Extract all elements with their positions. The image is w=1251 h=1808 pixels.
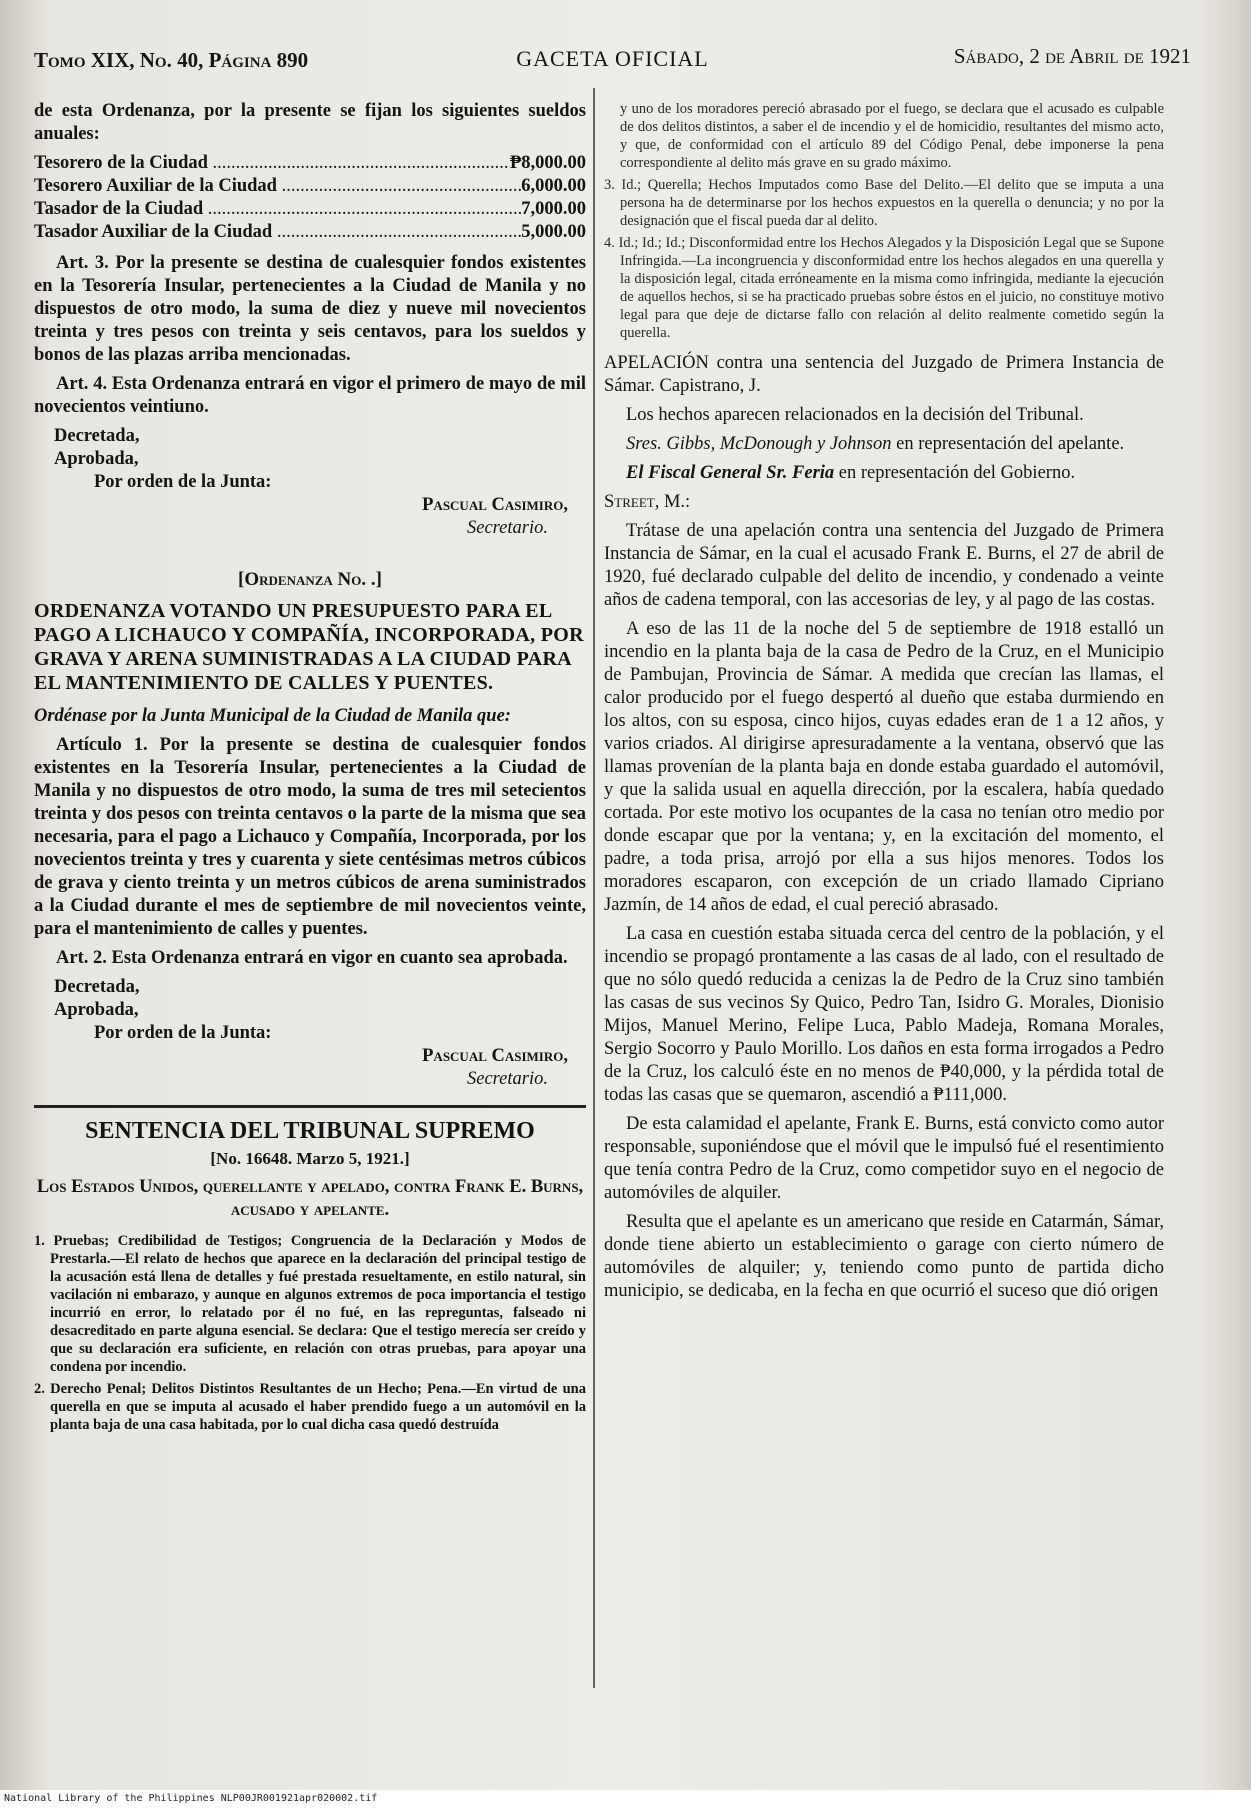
scan-footer: National Library of the Philippines NLP00JR001921apr020002.tif (0, 1790, 1251, 1808)
syllabus-1: 1. Pruebas; Credibilidad de Testigos; Congruencia de la Declaración y Modos de Prestarla.—El relato de hechos que aparece en la declaración del principal testigo de la acusación está llena de detalles y fué prestada resueltamente, en estilo natural, sin vacilación ni embarazo, y aunque en algunos extremos de poca importancia el testigo incurrió en error, lo relatado por él no fué, en las repreguntas, falseado ni desacreditado en parte alguna esencial. Se declara: Que el testigo merecía ser creído y que su declaración era suficiente, en relación con otras pruebas, para apoyar una condena por incendio. (34, 1233, 586, 1375)
sentence-heading: SENTENCIA DEL TRIBUNAL SUPREMO (85, 1118, 535, 1144)
aprobada-label: Aprobada, (54, 1000, 139, 1020)
opinion-paragraph-1: Trátase de una apelación contra una sentencia del Juzgado de Primera Instancia de Sámar, en la cual el acusado Frank E. Burns, el 27 de abril de 1920, fué declarado culpable del delito de incendio, y condenado a veinte años de cadena temporal, con las accesorias de ley, y al pago de las costas. (604, 521, 1164, 610)
article-4: Art. 4. Esta Ordenanza entrará en vigor el primero de mayo de mil novecientos veintiuno. (34, 374, 586, 417)
by-order-label: Por orden de la Junta: (94, 1023, 272, 1043)
counsel-government-names: El Fiscal General Sr. Feria (626, 463, 835, 483)
case-parties: Los Estados Unidos, querellante y apelado, contra Frank E. Burns, acusado y apelante. (36, 1177, 584, 1220)
ordinance-title: ORDENANZA VOTANDO UN PRESUPUESTO PARA EL PAGO A LICHAUCO Y COMPAÑÍA, INCORPORADA, POR GRAVA Y ARENA SUMINISTRADAS A LA CIUDAD PARA EL MANTENIMIENTO DE CALLES Y PUENTES. (34, 600, 584, 694)
publication-title: GACETA OFICIAL (516, 46, 709, 71)
syllabus-4: 4. Id.; Id.; Id.; Disconformidad entre los Hechos Alegados y la Disposición Legal que se Supone Infringida.—La incongruencia y disconformidad entre los hechos alegados en una querella y la disposición legal, citada erróneamente en la misma como infringida, mediante la ejecución de aquellos hechos, si se ha practicado pruebas sobre éstos en el juicio, no constituye motivo legal para que deje de dictarse fallo con relación al delito realmente cometido según la querella. (604, 235, 1164, 341)
syllabus-2: 2. Derecho Penal; Delitos Distintos Resultantes de un Hecho; Pena.—En virtud de una querella en que se imputa al acusado el haber prendido fuego a un automóvil en la planta baja de una casa habitada, por lo cual dicha casa quedó destruída (34, 1381, 586, 1433)
opinion-author: Street, M.: (604, 492, 691, 512)
case-number: [No. 16648. Marzo 5, 1921.] (210, 1149, 410, 1168)
facts-line: Los hechos aparecen relacionados en la decisión del Tribunal. (626, 405, 1084, 425)
volume-page-label: Tomo XIX, No. 40, Página 890 (34, 48, 309, 72)
salary-label: Tesorero Auxiliar de la Ciudad ..... (34, 175, 521, 198)
counsel-government-role: en representación del Gobierno. (834, 463, 1076, 483)
page-header (34, 40, 1191, 80)
enacting-clause: Ordénase por la Junta Municipal de la Ciudad de Manila que: (34, 706, 511, 726)
syllabus-3: 3. Id.; Querella; Hechos Imputados como Base del Delito.—El delito que se imputa a una persona ha de determinarse por los hechos expuestos en la querella o denuncia; y no por la designación que el fiscal pueda dar al delito. (604, 177, 1164, 229)
counsel-appellant (604, 433, 1164, 456)
salary-amount: 7,000.00 (521, 199, 586, 219)
column-divider (593, 88, 595, 1688)
signer-name: Pascual Casimiro, (422, 495, 568, 515)
salary-label: Tesorero de la Ciudad ..... (34, 152, 510, 175)
syllabus-2-continued: y uno de los moradores pereció abrasado por el fuego, se declara que el acusado es culpable de dos delitos distintos, a saber el de incendio y el de homicidio, resultantes del mismo acto, y que, de conformidad con el artículo 89 del Código Penal, debe imponerse la pena correspondiente al delito más grave en su grado máximo. (620, 101, 1164, 171)
article-2: Art. 2. Esta Ordenanza entrará en vigor en cuanto sea aprobada. (56, 948, 568, 968)
salary-amount: 6,000.00 (521, 176, 586, 196)
salaries-intro: de esta Ordenanza, por la presente se fijan los siguientes sueldos anuales: (34, 101, 586, 144)
decretada-label: Decretada, (54, 426, 140, 446)
salary-row (34, 175, 586, 198)
issue-date: Sábado, 2 de Abril de 1921 (953, 44, 1191, 68)
opinion-paragraph-4: De esta calamidad el apelante, Frank E. Burns, está convicto como autor responsable, suponiéndose que el móvil que le impulsó fué el resentimiento que tenía contra Pedro de la Cruz, como competidor suyo en el negocio de automóviles de alquiler. (604, 1114, 1164, 1203)
salary-table (34, 152, 586, 244)
opinion-paragraph-5: Resulta que el apelante es un americano que reside en Catarmán, Sámar, donde tiene abierto un establecimiento o garage con cierto número de automóviles de alquiler; y, teniendo como punto de partida dicho municipio, se dedicaba, en la fecha en que ocurrió el suceso que dió origen (604, 1212, 1164, 1301)
signer-role: Secretario. (466, 518, 548, 538)
salary-amount: 5,000.00 (521, 222, 586, 242)
aprobada-label: Aprobada, (54, 449, 139, 469)
opinion-paragraph-3: La casa en cuestión estaba situada cerca del centro de la población, y el incendio se propagó prontamente a las casas de al lado, con el resultado de que no sólo quedó reducida a cenizas la de Pedro de la Cruz sino también las casas de sus vecinos Sy Quico, Pedro Tan, Isidro G. Morales, Dionisio Mijos, Manuel Merino, Felipe Luca, Pablo Madeja, Romana Morales, Sergio Socorro y Paulo Morillo. Los daños en esta forma irrogados a Pedro de la Cruz, los calculó éste en no menos de ₱40,000, y la pérdida total de todas las casas que se quemaron, ascendió a ₱111,000. (604, 924, 1164, 1105)
by-order-label: Por orden de la Junta: (94, 472, 272, 492)
salary-row (34, 198, 586, 221)
salary-label: Tasador Auxiliar de la Ciudad ..... (34, 221, 521, 244)
salary-row (34, 152, 586, 175)
article-3: Art. 3. Por la presente se destina de cualesquier fondos existentes en la Tesorería Insular, pertenecientes a la Ciudad de Manila y no dispuestos de otro modo, la suma de diez y nueve mil novecientos treinta y tres pesos con treinta y seis centavos, para los sueldos y bonos de las plazas arriba mencionadas. (34, 253, 586, 365)
right-column (604, 100, 1164, 1309)
opinion-paragraph-2: A eso de las 11 de la noche del 5 de septiembre de 1918 estalló un incendio en la planta baja de la casa de Pedro de la Cruz, en el Municipio de Pambujan, Provincia de Sámar. A medida que crecían las llamas, el calor producido por el fuego despertó al dueño que estaba durmiendo en los altos, con su esposa, cinco hijos, cuyas edades eran de 1 a 12 años, y varios criados. Al dirigirse apresuradamente a la ventana, observó que las llamas provenían de la planta baja en donde estaba guardado el automóvil, y que la salida usual en aquella dirección, por la escalera, había quedado cortada. Por este motivo los ocupantes de la casa no tenían otro medio por donde escapar que por la ventana; y, en la excitación del momento, el padre, a toda prisa, arrojó por ella a sus hijos menores. Todos los moradores escaparon, con excepción de un criado llamado Cipriano Jazmín, de 14 años de edad, el cual pereció abrasado. (604, 619, 1164, 915)
ordinance-number: [Ordenanza No. .] (238, 569, 382, 590)
counsel-appellant-names: Sres. Gibbs, McDonough y Johnson (626, 434, 892, 454)
signature-block (34, 1045, 586, 1091)
signature-block (34, 494, 586, 540)
appeal-line: APELACIÓN contra una sentencia del Juzgado de Primera Instancia de Sámar. Capistrano, J. (604, 353, 1164, 396)
salary-amount: ₱8,000.00 (509, 153, 586, 173)
left-column (34, 100, 586, 1438)
signer-name: Pascual Casimiro, (422, 1046, 568, 1066)
counsel-government (604, 462, 1164, 485)
article-1: Artículo 1. Por la presente se destina de cualesquier fondos existentes en la Tesorería Insular, pertenecientes a la Ciudad de Manila y no dispuestos de otro modo, la suma de tres mil setecientos treinta y dos pesos con treinta centavos o la parte de la misma que sea necesaria, para el pago a Lichauco y Compañía, Incorporada, por los novecientos treinta y tres y cuarenta y siete centésimas metros cúbicos de grava y ciento treinta y un metros cúbicos de arena suministrados a la Ciudad durante el mes de septiembre de mil novecientos veinte, para el mantenimiento de calles y puentes. (34, 735, 586, 939)
section-rule (34, 1105, 586, 1108)
salary-label: Tasador de la Ciudad ..... (34, 198, 521, 221)
salary-row (34, 221, 586, 244)
counsel-appellant-role: en representación del apelante. (891, 434, 1125, 454)
signer-role: Secretario. (466, 1069, 548, 1089)
decretada-label: Decretada, (54, 977, 140, 997)
